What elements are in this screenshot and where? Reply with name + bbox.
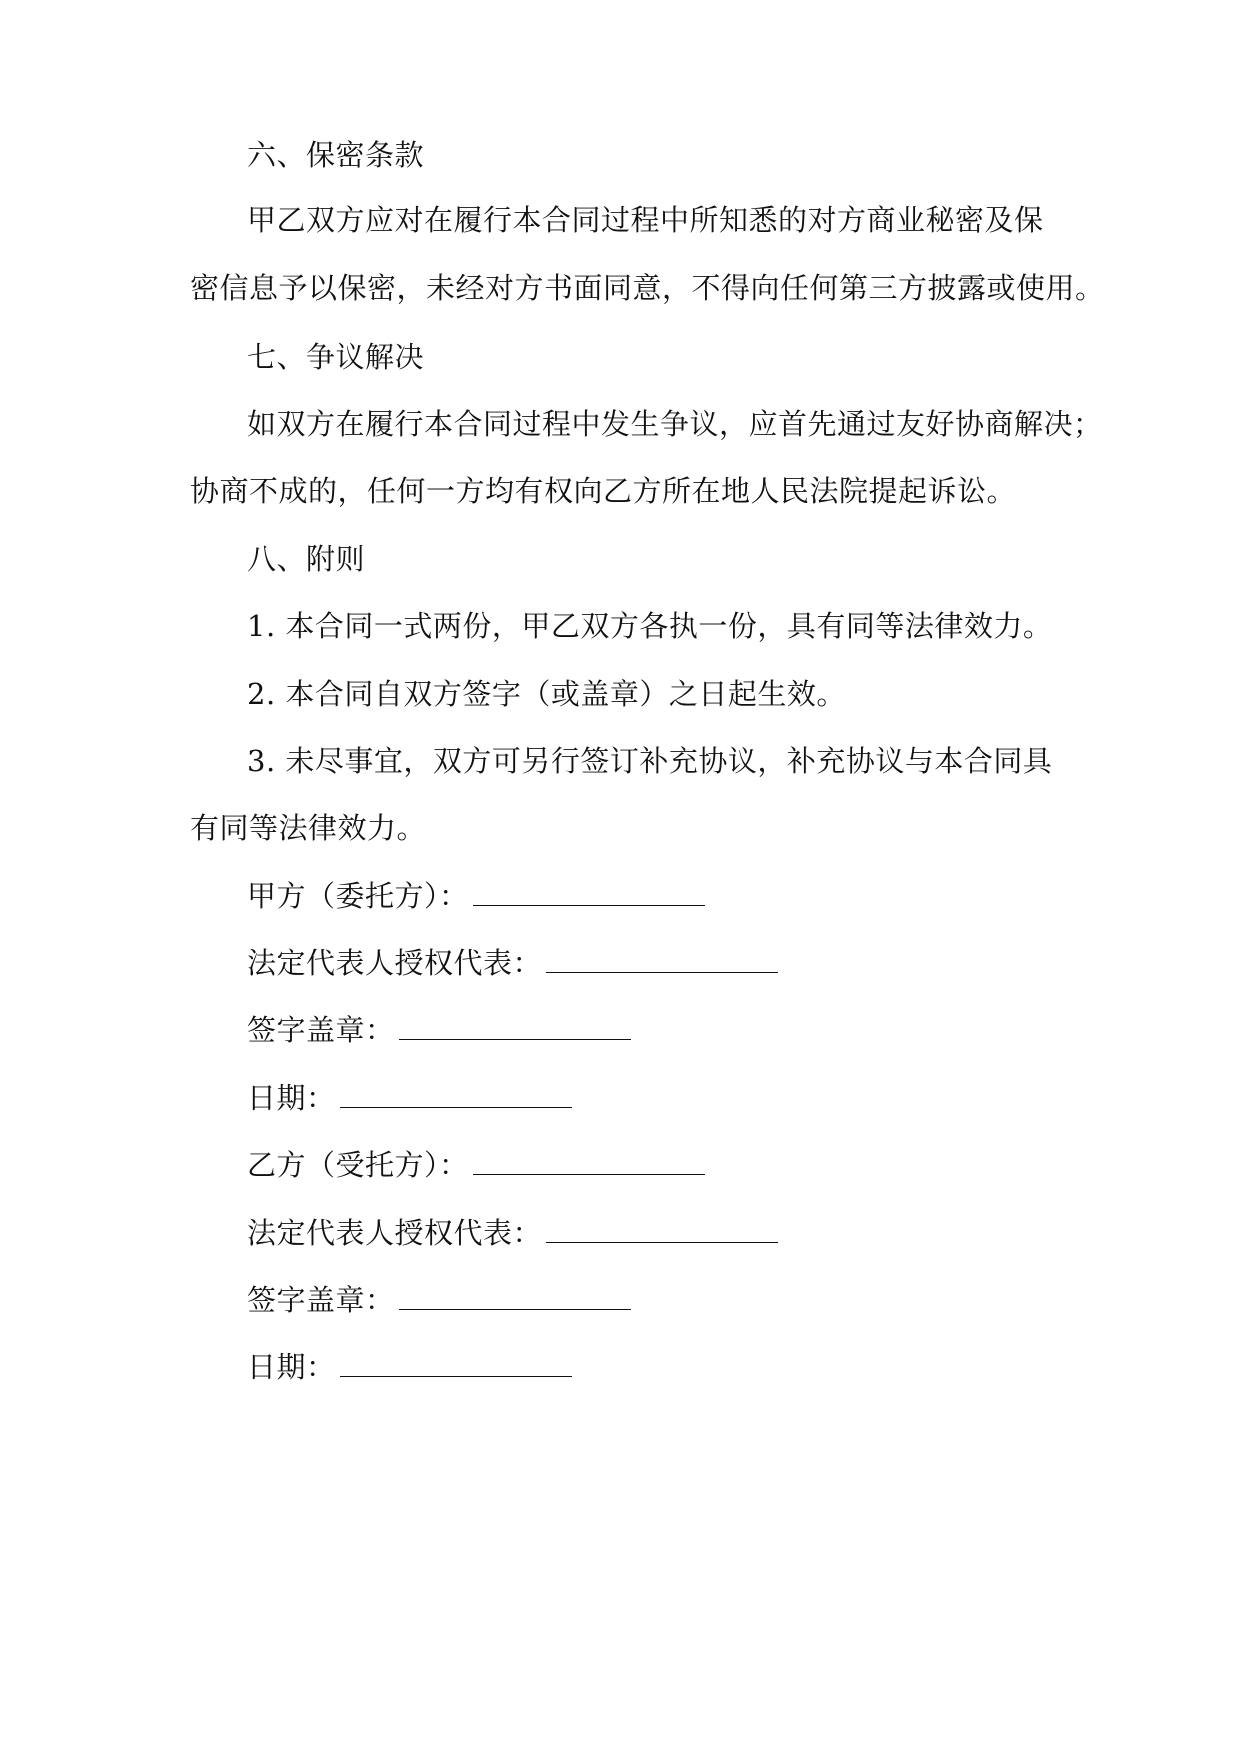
section-heading-dispute — [247, 337, 1107, 377]
paragraph-text: 协商不成的，任何一方均有权向乙方所在地人民法院提起诉讼。 — [190, 474, 1017, 508]
paragraph-line — [247, 404, 1107, 444]
list-item-text: 有同等法律效力。 — [190, 811, 427, 845]
paragraph-line — [190, 268, 1105, 308]
party-b-date-field — [247, 1347, 1107, 1387]
blank-line[interactable] — [473, 877, 705, 906]
list-item — [247, 606, 1107, 646]
field-label: 日期： — [247, 1350, 336, 1384]
party-a-date-field — [247, 1078, 1107, 1118]
paragraph-text: 甲乙双方应对在履行本合同过程中所知悉的对方商业秘密及保 — [247, 203, 1044, 237]
party-b-representative-field — [247, 1213, 1107, 1253]
list-item-text: 1. 本合同一式两份，甲乙双方各执一份，具有同等法律效力。 — [247, 609, 1053, 643]
field-label: 乙方（受托方）： — [247, 1148, 469, 1182]
blank-line[interactable] — [399, 1281, 631, 1310]
field-label: 签字盖章： — [247, 1283, 395, 1317]
party-a-seal-field — [247, 1010, 1107, 1050]
section-heading-supplementary — [247, 539, 1107, 579]
list-item — [247, 674, 1107, 714]
paragraph-text: 密信息予以保密，未经对方书面同意，不得向任何第三方披露或使用。 — [190, 271, 1105, 305]
party-b-name-field — [247, 1145, 1107, 1185]
list-item-continuation — [190, 808, 1050, 848]
field-label: 日期： — [247, 1081, 336, 1115]
paragraph-line — [247, 200, 1107, 240]
party-a-name-field — [247, 876, 1107, 916]
blank-line[interactable] — [546, 944, 778, 973]
field-label: 甲方（委托方）： — [247, 879, 469, 913]
paragraph-text: 如双方在履行本合同过程中发生争议，应首先通过友好协商解决； — [247, 407, 1103, 441]
list-item-text: 3. 未尽事宜，双方可另行签订补充协议，补充协议与本合同具 — [247, 744, 1053, 778]
field-label: 签字盖章： — [247, 1013, 395, 1047]
heading-text: 六、保密条款 — [247, 138, 425, 172]
list-item-text: 2. 本合同自双方签字（或盖章）之日起生效。 — [247, 677, 846, 711]
blank-line[interactable] — [473, 1146, 705, 1175]
heading-text: 八、附则 — [247, 542, 366, 576]
party-b-seal-field — [247, 1280, 1107, 1320]
heading-text: 七、争议解决 — [247, 340, 425, 374]
field-label: 法定代表人授权代表： — [247, 1216, 543, 1250]
blank-line[interactable] — [340, 1348, 572, 1377]
list-item — [247, 741, 1107, 781]
field-label: 法定代表人授权代表： — [247, 946, 543, 980]
party-a-representative-field — [247, 943, 1107, 983]
blank-line[interactable] — [399, 1011, 631, 1040]
blank-line[interactable] — [546, 1214, 778, 1243]
blank-line[interactable] — [340, 1079, 572, 1108]
paragraph-line — [190, 471, 1050, 511]
section-heading-confidentiality — [247, 135, 1107, 175]
